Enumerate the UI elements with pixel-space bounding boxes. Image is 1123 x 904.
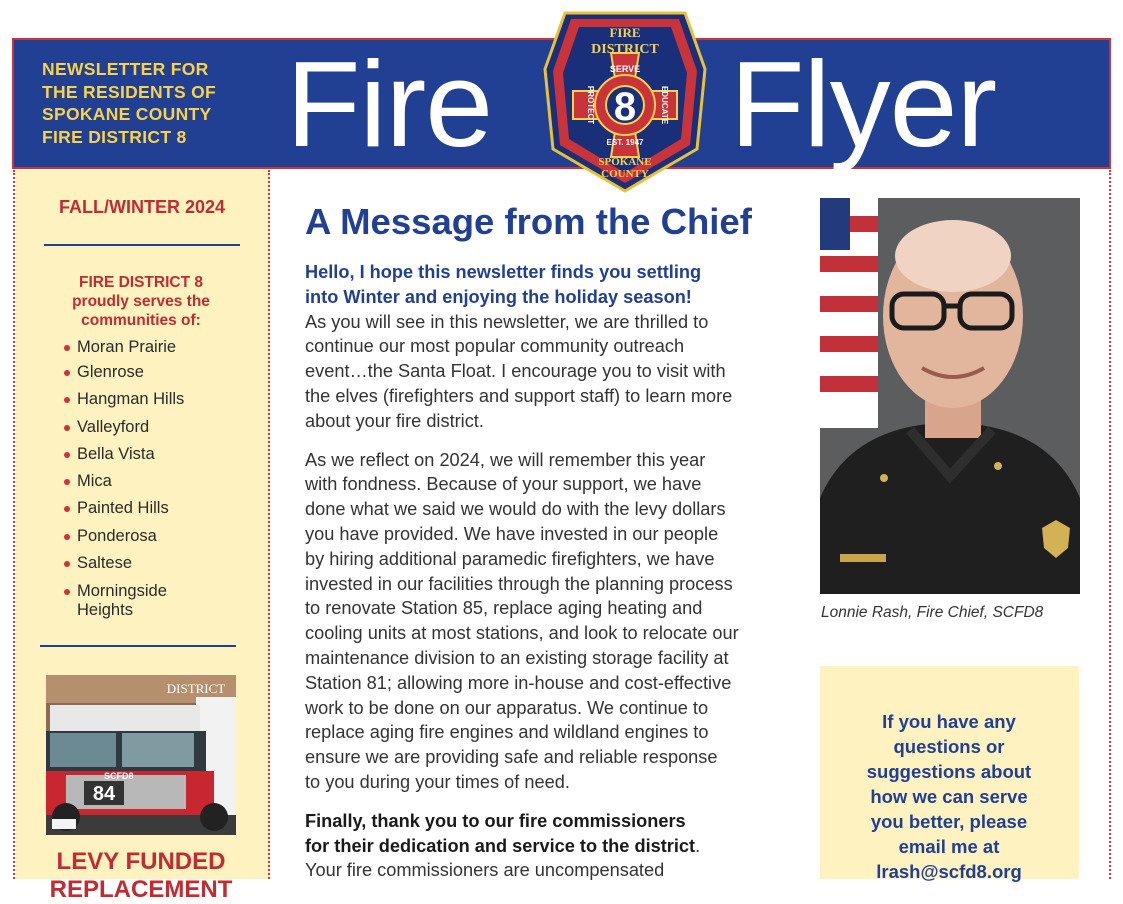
truck-cab-text: SCFD8 <box>104 771 134 781</box>
badge-district-text: DISTRICT <box>591 42 659 57</box>
list-item: Bella Vista <box>62 445 252 465</box>
badge-est: EST. 1947 <box>606 138 644 147</box>
text-line: continue our most popular community outreach <box>305 336 685 357</box>
serves-line: communities of: <box>81 312 201 329</box>
badge-educate: EDUCATE <box>660 85 669 125</box>
title-fire: Fire <box>286 36 493 172</box>
chief-portrait-photo <box>820 198 1080 594</box>
list-item: Mica <box>62 472 252 492</box>
contact-line: how we can serve <box>870 786 1028 807</box>
text-line: done what we said we would do with the levy dollars <box>305 499 726 520</box>
serves-line: FIRE DISTRICT 8 <box>78 274 203 291</box>
text-line: Station 81; allowing more in-house and cost-effective <box>305 672 732 693</box>
list-item: Glenrose <box>62 363 252 383</box>
contact-text <box>840 709 1058 884</box>
masthead-tagline <box>42 58 272 148</box>
text-line: Your fire commissioners are uncompensated <box>305 860 665 881</box>
sidebar-divider <box>40 645 236 647</box>
list-item: Saltese <box>62 554 252 574</box>
contact-line: you better, please <box>870 811 1028 832</box>
badge-fire-text: FIRE <box>609 25 641 40</box>
article-title: A Message from the Chief <box>305 201 752 242</box>
badge-protect: PROTECT <box>586 85 595 125</box>
sidebar-divider <box>44 244 240 246</box>
text-line: Hello, I hope this newsletter finds you settling <box>305 262 702 282</box>
badge-serve: SERVE <box>609 64 641 74</box>
text-line: by hiring additional paramedic firefighters, we have <box>305 548 715 569</box>
serves-heading <box>46 273 236 330</box>
page-border-left <box>13 170 15 879</box>
photo-caption: Lonnie Rash, Fire Chief, SCFD8 <box>821 604 1044 621</box>
levy-line: LEVY FUNDED <box>56 848 226 875</box>
issue-label: FALL/WINTER 2024 <box>58 197 226 217</box>
levy-line: REPLACEMENT <box>49 876 233 903</box>
contact-line: If you have any <box>882 711 1016 732</box>
tagline-line: THE RESIDENTS OF <box>42 81 216 102</box>
article-paragraph <box>305 310 795 434</box>
communities-list <box>62 338 252 626</box>
tagline-line: FIRE DISTRICT 8 <box>42 126 187 147</box>
text-line: work to be done on our apparatus. We continue to <box>305 697 709 718</box>
text-line: maintenance division to an existing storage facility at <box>305 647 729 668</box>
contact-line: questions or <box>893 736 1005 757</box>
badge-number: 8 <box>613 85 637 129</box>
text-line: to you during your times of need. <box>305 771 570 792</box>
list-item <box>62 582 252 621</box>
text-line: about your fire district. <box>305 410 484 431</box>
page-border-right <box>1109 170 1111 879</box>
text-line: cooling units at most stations, and look to relocate our <box>305 623 739 644</box>
badge-county-text: COUNTY <box>601 168 649 180</box>
text-line: with fondness. Because of your support, we have <box>305 474 702 495</box>
fire-district-badge <box>543 7 707 193</box>
text-line: to renovate Station 85, replace aging heating and <box>305 598 703 619</box>
article-lead <box>305 260 795 310</box>
contact-email-link[interactable]: lrash@scfd8.org <box>876 861 1022 882</box>
levy-heading <box>30 848 252 904</box>
flag-icon <box>820 198 878 428</box>
tagline-line: NEWSLETTER FOR <box>42 59 209 79</box>
badge-spokane-text: SPOKANE <box>598 156 652 168</box>
fire-truck-photo <box>46 675 236 835</box>
community-name: Morningside <box>77 581 167 600</box>
text-line: replace aging fire engines and wildland engines to <box>305 722 709 743</box>
article-paragraph <box>305 809 795 883</box>
list-item: Valleyford <box>62 418 252 438</box>
list-item: Moran Prairie <box>62 338 252 358</box>
truck-number: 84 <box>92 783 116 805</box>
text-fragment: . <box>695 835 701 856</box>
article-body <box>305 260 795 897</box>
contact-line: email me at <box>898 836 1000 857</box>
list-item: Ponderosa <box>62 527 252 547</box>
text-line: you have provided. We have invested in our people <box>305 523 719 544</box>
title-flyer: Flyer <box>730 36 997 172</box>
text-line: ensure we are providing safe and reliable response <box>305 747 718 768</box>
text-line: As we reflect on 2024, we will remember this year <box>305 449 706 470</box>
text-line: the elves (firefighters and support staff) to learn more <box>305 385 733 406</box>
contact-line: suggestions about <box>866 761 1032 782</box>
text-line: into Winter and enjoying the holiday season! <box>305 286 692 307</box>
tagline-line: SPOKANE COUNTY <box>42 104 212 124</box>
text-line: invested in our facilities through the planning process <box>305 573 733 594</box>
list-item: Painted Hills <box>62 499 252 519</box>
list-item: Hangman Hills <box>62 390 252 410</box>
text-fragment: for their dedication and service to the district <box>305 835 696 856</box>
text-line: event…the Santa Float. I encourage you to visit with <box>305 361 726 382</box>
text-line: Finally, thank you to our fire commissioners <box>305 810 686 831</box>
text-line: As you will see in this newsletter, we are thrilled to <box>305 311 709 332</box>
article-paragraph <box>305 448 795 795</box>
serves-line: proudly serves the <box>72 293 210 310</box>
text-line <box>305 834 795 859</box>
truck-station-sign: DISTRICT <box>166 681 226 696</box>
community-name: Heights <box>77 601 133 619</box>
